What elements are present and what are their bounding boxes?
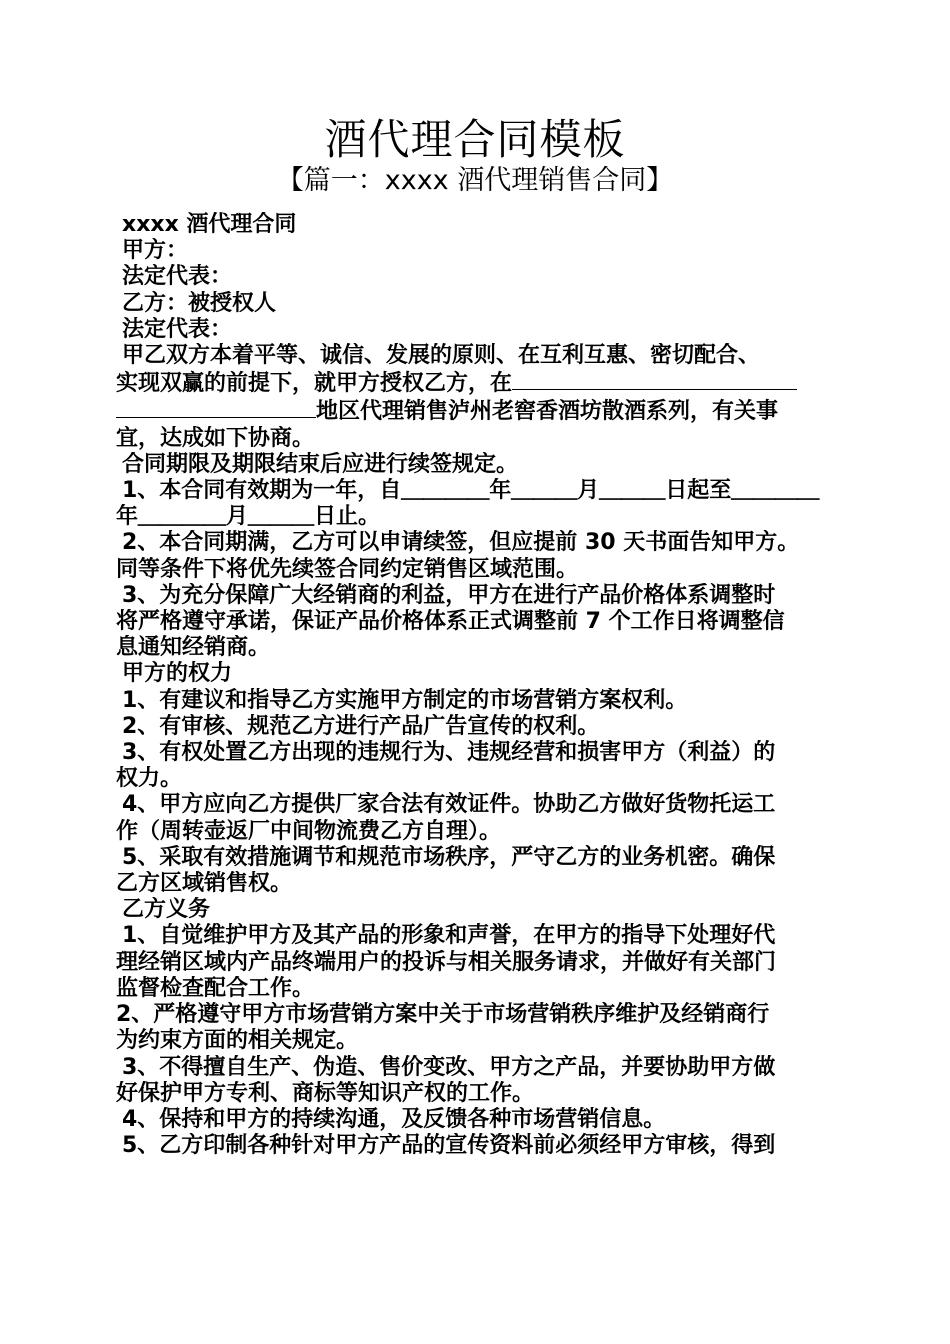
text-line [116, 871, 836, 897]
text-line-content: 为约束方面的相关规定。 [116, 1028, 359, 1054]
text-line-content: 年＿＿＿＿月＿＿＿日止。 [116, 504, 381, 530]
text-line [116, 766, 836, 792]
text-line [116, 1107, 836, 1133]
text-line [116, 426, 836, 452]
text-line-content: 宜，达成如下协商。 [116, 425, 315, 451]
text-line [116, 1081, 836, 1107]
text-line [116, 845, 836, 871]
text-line [116, 976, 836, 1002]
text-line-content: 法定代表： [122, 316, 233, 342]
text-line-content: 2、本合同期满，乙方可以申请续签，但应提前 30 天书面告知甲方。 [122, 530, 800, 556]
text-line-content: 甲方： [122, 238, 189, 264]
text-line-content: 2、有审核、规范乙方进行产品广告宣传的权利。 [122, 713, 600, 739]
text-line [116, 819, 836, 845]
text-line-content: 合同期限及期限结束后应进行续签规定。 [122, 451, 519, 477]
text-line [116, 714, 836, 740]
text-line-content: 理经销区域内产品终端用户的投诉与相关服务请求，并做好有关部门 [116, 949, 777, 975]
text-line [116, 397, 836, 425]
text-line-content: xxxx 酒代理合同 [122, 212, 297, 237]
document-title: 酒代理合同模板 [324, 115, 626, 164]
fill-in-blank [512, 369, 797, 390]
text-line-content: 甲乙双方本着平等、诚信、发展的原则、在互利互惠、密切配合、 [122, 343, 761, 369]
text-line-content: 4、甲方应向乙方提供厂家合法有效证件。协助乙方做好货物托运工 [122, 792, 776, 818]
text-line-content: 2、严格遵守甲方市场营销方案中关于市场营销秩序维护及经销商行 [116, 1002, 770, 1028]
text-line [116, 661, 836, 687]
text-line-content: 甲方的权力 [122, 661, 233, 687]
text-line [116, 688, 836, 714]
text-line [116, 897, 836, 923]
text-line [116, 1002, 836, 1028]
text-line [116, 317, 836, 343]
text-line-content: 3、为充分保障广大经销商的利益，甲方在进行产品价格体系调整时 [122, 582, 776, 608]
text-line-content: 息通知经销商。 [116, 635, 271, 661]
text-line-content: 好保护甲方专利、商标等知识产权的工作。 [116, 1080, 535, 1106]
text-line-content: 权力。 [116, 766, 183, 792]
text-line-content: 3、有权处置乙方出现的违规行为、违规经营和损害甲方（利益）的 [122, 740, 776, 766]
text-line [116, 478, 836, 504]
text-line-content: 乙方区域销售权。 [116, 871, 293, 897]
text-line [116, 1028, 836, 1054]
text-line-content: 5、乙方印制各种针对甲方产品的宣传资料前必须经甲方审核，得到 [122, 1133, 776, 1159]
text-line [116, 923, 836, 949]
text-line-content: 同等条件下将优先续签合同约定销售区域范围。 [116, 556, 579, 582]
text-line [116, 238, 836, 264]
text-line [116, 452, 836, 478]
fill-in-blank [116, 397, 316, 418]
text-line-content: 监督检查配合工作。 [116, 975, 315, 1001]
text-line [116, 557, 836, 583]
text-line [116, 530, 836, 556]
text-line-content: 地区代理销售泸州老窖香酒坊散酒系列，有关事 [316, 399, 779, 425]
text-line [116, 369, 836, 397]
text-line [116, 583, 836, 609]
text-line [116, 792, 836, 818]
text-line-content: 作（周转壶返厂中间物流费乙方自理）。 [116, 818, 502, 844]
text-line-content: 法定代表： [122, 264, 233, 290]
text-line [116, 212, 836, 238]
text-line-content: 实现双赢的前提下，就甲方授权乙方，在 [116, 371, 513, 397]
text-line-content: 1、自觉维护甲方及其产品的形象和声誉，在甲方的指导下处理好代 [122, 923, 776, 949]
text-line [116, 1055, 836, 1081]
text-line [116, 635, 836, 661]
text-line [116, 264, 836, 290]
text-line-content: 将严格遵守承诺，保证产品价格体系正式调整前 7 个工作日将调整信 [116, 609, 785, 635]
text-line [116, 1133, 836, 1159]
document-body [116, 212, 836, 1159]
text-line [116, 950, 836, 976]
text-line-content: 乙方：被授权人 [122, 290, 277, 316]
text-line [116, 740, 836, 766]
text-line-content: 3、不得擅自生产、伪造、售价变改、甲方之产品，并要协助甲方做 [122, 1054, 776, 1080]
text-line [116, 291, 836, 317]
text-line [116, 343, 836, 369]
document-subtitle: 【篇一：xxxx 酒代理销售合同】 [276, 165, 674, 196]
text-line-content: 5、采取有效措施调节和规范市场秩序，严守乙方的业务机密。确保 [122, 844, 776, 870]
text-line-content: 1、本合同有效期为一年，自＿＿＿＿年＿＿＿月＿＿＿日起至＿＿＿＿ [122, 478, 820, 504]
text-line-content: 1、有建议和指导乙方实施甲方制定的市场营销方案权利。 [122, 687, 688, 713]
text-line-content: 4、保持和甲方的持续沟通，及反馈各种市场营销信息。 [122, 1106, 666, 1132]
text-line [116, 609, 836, 635]
text-line-content: 乙方义务 [122, 897, 211, 923]
text-line [116, 504, 836, 530]
